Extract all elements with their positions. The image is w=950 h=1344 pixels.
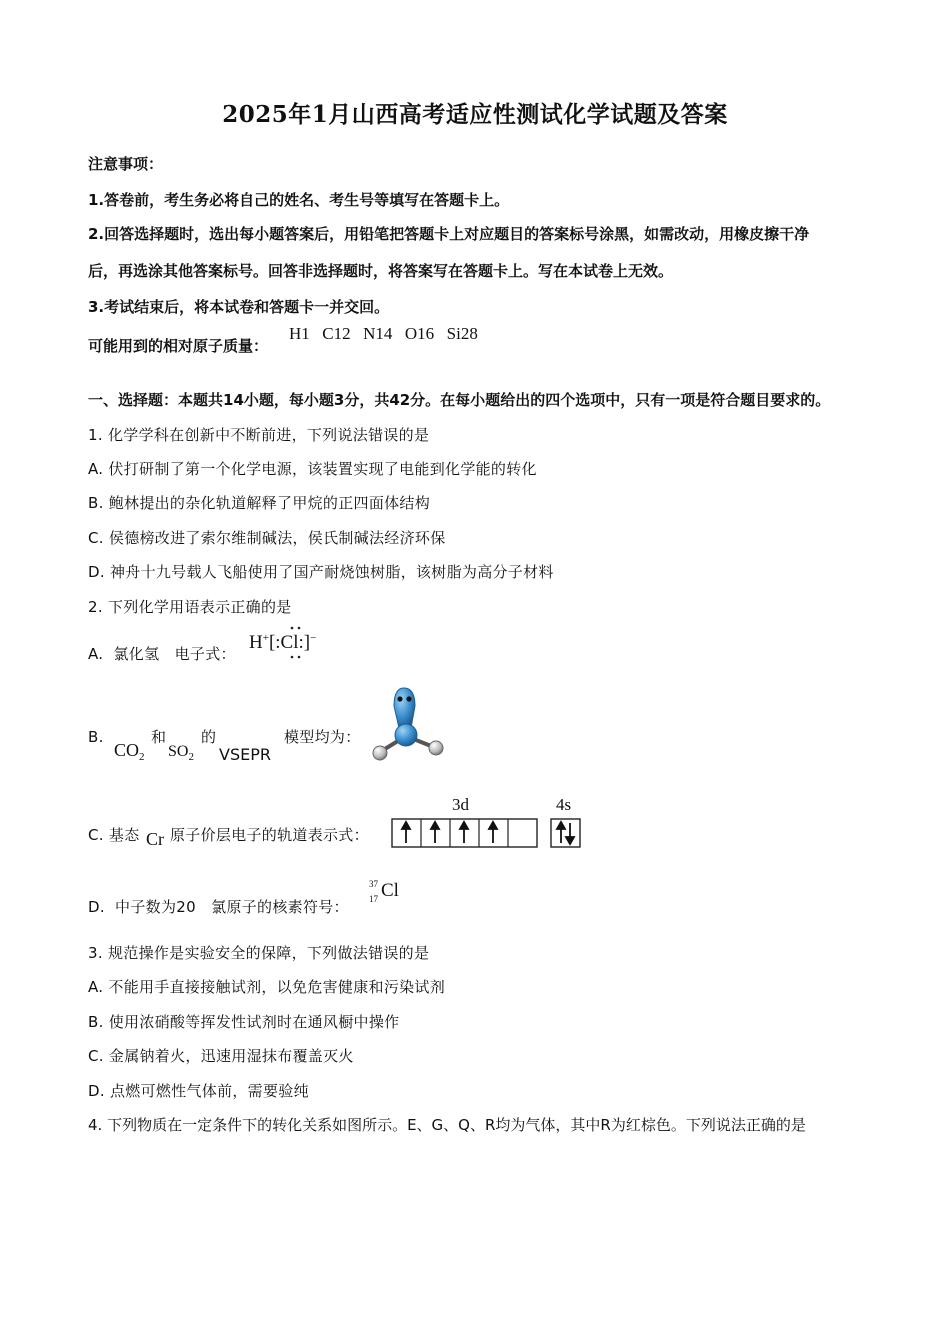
q2-option-c-label: C. 基态: [88, 826, 140, 844]
orbital-diagram: [391, 818, 583, 850]
q2-option-b-label: B.: [88, 728, 104, 746]
nuclide-atomic-number: 17: [369, 894, 378, 904]
so2-text: SO: [168, 743, 189, 760]
hcl-plus: +: [262, 632, 269, 644]
hcl-bracket: [:Cl:]: [268, 632, 311, 653]
q2-option-a-label: A. 氯化氢 电子式：: [88, 645, 236, 663]
q1-option-a: A. 伏打研制了第一个化学电源，该装置实现了电能到化学能的转化: [88, 460, 537, 478]
so2-sub: 2: [188, 751, 194, 763]
q2-b-vsepr: VSEPR: [219, 745, 271, 764]
q2-b-so2: [168, 743, 194, 763]
atomic-mass-values: H1 C12 N14 O16 Si28: [289, 324, 478, 343]
q1-option-c: C. 侯德榜改进了索尔维制碱法，侯氏制碱法经济环保: [88, 529, 446, 547]
atomic-mass-label: 可能用到的相对原子质量：: [88, 337, 269, 355]
q3-option-c: C. 金属钠着火，迅速用湿抹布覆盖灭火: [88, 1047, 354, 1065]
q2-b-tail: 模型均为：: [284, 728, 361, 746]
hcl-minus: −: [310, 632, 317, 644]
q2-c-tail: 原子价层电子的轨道表示式：: [170, 826, 369, 844]
nuclide-symbol: Cl: [381, 880, 399, 901]
q4-stem: 4. 下列物质在一定条件下的转化关系如图所示。E、G、Q、R均为气体，其中R为红棕色。下列说法正确的是: [88, 1116, 806, 1134]
page-title: 2025年1月山西高考适应性测试化学试题及答案: [222, 101, 728, 128]
hcl-lone-pair-dots: [286, 624, 308, 662]
orbital-3d-label: 3d: [452, 795, 469, 814]
q3-option-a: A. 不能用手直接接触试剂，以免危害健康和污染试剂: [88, 978, 446, 996]
q2-b-of: 的: [201, 728, 217, 746]
notice-item-2-line-2: 后，再选涂其他答案标号。回答非选择题时，将答案写在答题卡上。写在本试卷上无效。: [88, 262, 674, 280]
nuclide-mass-number: 37: [369, 879, 378, 889]
co2-text: CO: [114, 740, 140, 760]
co2-sub: 2: [139, 751, 145, 763]
q2-stem: 2. 下列化学用语表示正确的是: [88, 598, 292, 616]
vsepr-ball-model-image: [368, 684, 450, 766]
q1-option-d: D. 神舟十九号载人飞船使用了国产耐烧蚀树脂，该树脂为高分子材料: [88, 563, 554, 581]
q2-b-and: 和: [151, 728, 167, 746]
notice-item-3: 3.考试结束后，将本试卷和答题卡一并交回。: [88, 298, 390, 316]
q3-stem: 3. 规范操作是实验安全的保障，下列做法错误的是: [88, 944, 430, 962]
section-1-heading: 一、选择题：本题共14小题，每小题3分，共42分。在每小题给出的四个选项中，只有一项是符合题目要求的。: [88, 391, 831, 409]
q2-b-co2: [114, 740, 145, 763]
q2-option-d-label: D. 中子数为20 氯原子的核素符号：: [88, 898, 349, 916]
hcl-h: H: [249, 632, 263, 653]
q3-option-d: D. 点燃可燃性气体前，需要验纯: [88, 1082, 309, 1100]
orbital-4s-label: 4s: [556, 795, 572, 814]
q3-option-b: B. 使用浓硝酸等挥发性试剂时在通风橱中操作: [88, 1013, 400, 1031]
notice-item-2-line-1: 2.回答选择题时，选出每小题答案后，用铅笔把答题卡上对应题目的答案标号涂黑，如需改动，用橡皮擦干净: [88, 225, 810, 243]
notice-heading: 注意事项：: [88, 155, 164, 173]
q1-option-b: B. 鲍林提出的杂化轨道解释了甲烷的正四面体结构: [88, 494, 431, 512]
q1-stem: 1. 化学学科在创新中不断前进，下列说法错误的是: [88, 426, 430, 444]
notice-item-1: 1.答卷前，考生务必将自己的姓名、考生号等填写在答题卡上。: [88, 191, 510, 209]
q2-c-cr: Cr: [146, 829, 164, 849]
